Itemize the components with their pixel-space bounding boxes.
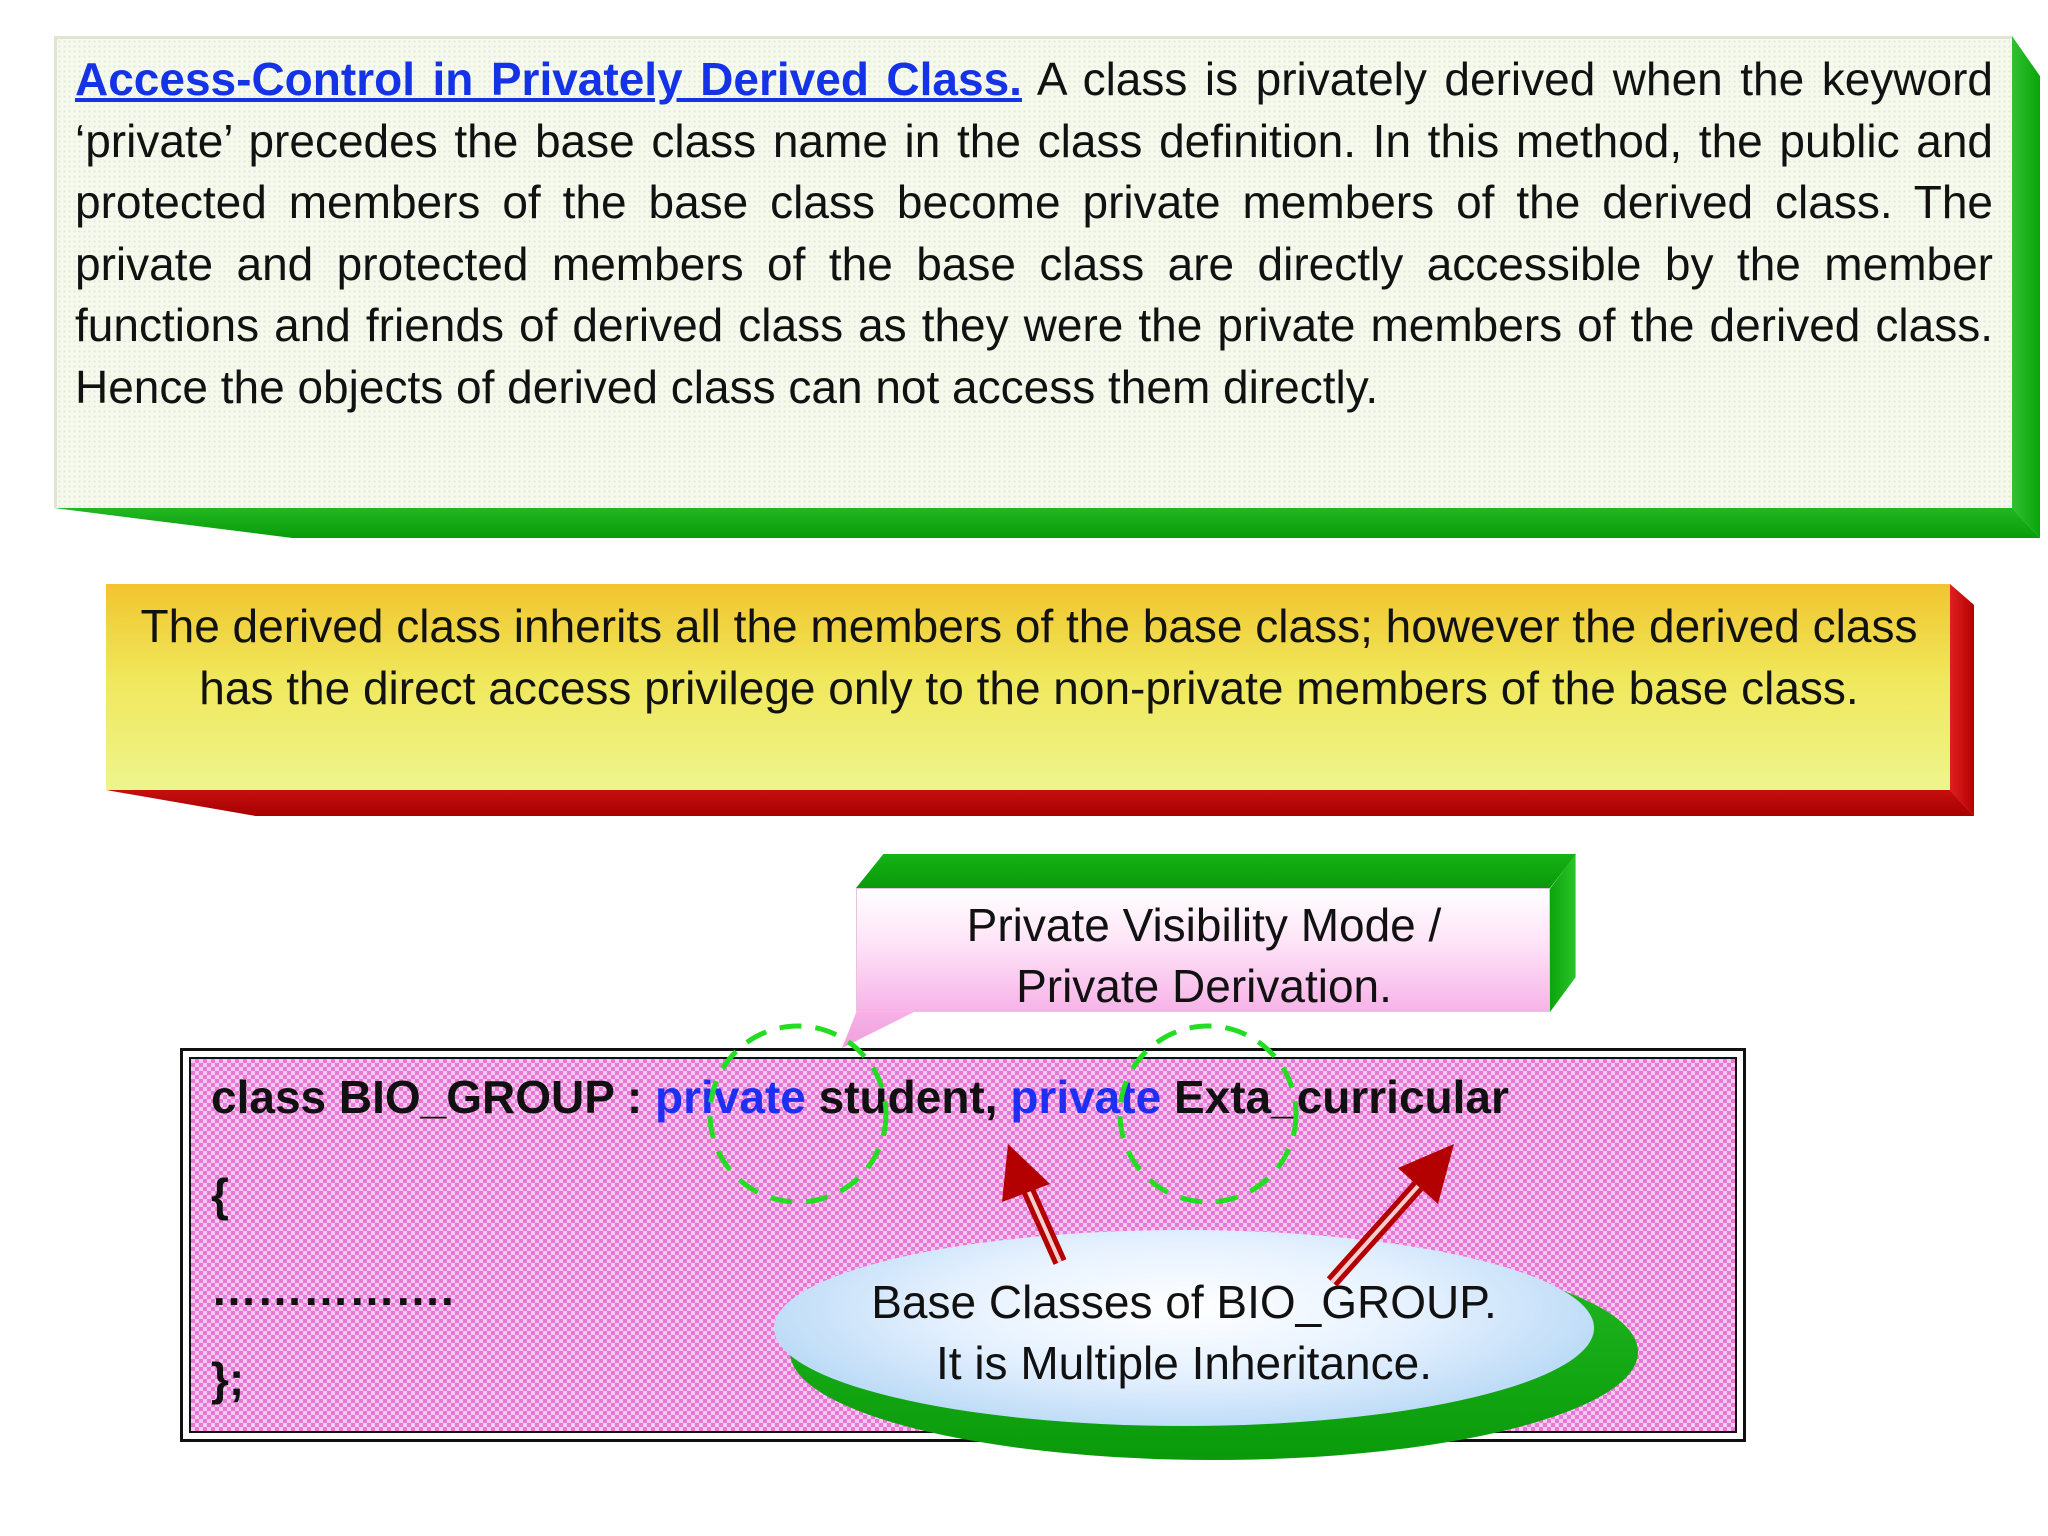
callout-line-2: Private Derivation. (1016, 960, 1392, 1012)
class-declaration-prefix: class BIO_GROUP : (211, 1071, 655, 1123)
code-ellipsis: ……………. (211, 1263, 454, 1315)
private-keyword-1: private (655, 1071, 806, 1123)
callout-line-1: Private Visibility Mode / (966, 899, 1442, 951)
dashed-circle-private-1 (710, 1026, 886, 1202)
open-brace: { (211, 1169, 229, 1221)
intro-heading: Access-Control in Privately Derived Class. (75, 53, 1022, 105)
bubble-line-1: Base Classes of BIO_GROUP. (871, 1276, 1497, 1328)
base-class-student: student, (805, 1071, 1011, 1123)
private-keyword-2: private (1010, 1071, 1162, 1123)
note-text: The derived class inherits all the members of the base class; however the derived class has the direct access privilege only to the non-private members of the base class. (140, 600, 1918, 714)
close-brace: }; (211, 1353, 245, 1405)
intro-body: A class is privately derived when the keyword ‘private’ precedes the base class name in the class definition. In this method, the public and protected members of the base class become private members of the derived class. The private and protected members of the base class are directly accessible by the member functions and friends of derived class as they were the private members of the derived class. Hence the objects of derived class can not access them directly. (75, 53, 1993, 413)
arrow-to-student (1002, 1144, 1060, 1262)
bubble-line-2: It is Multiple Inheritance. (935, 1337, 1432, 1389)
base-class-exta-curricular: Exta_curricular (1161, 1071, 1509, 1123)
dashed-circle-private-2 (1120, 1026, 1296, 1202)
arrow-to-exta-curricular (1332, 1144, 1454, 1282)
